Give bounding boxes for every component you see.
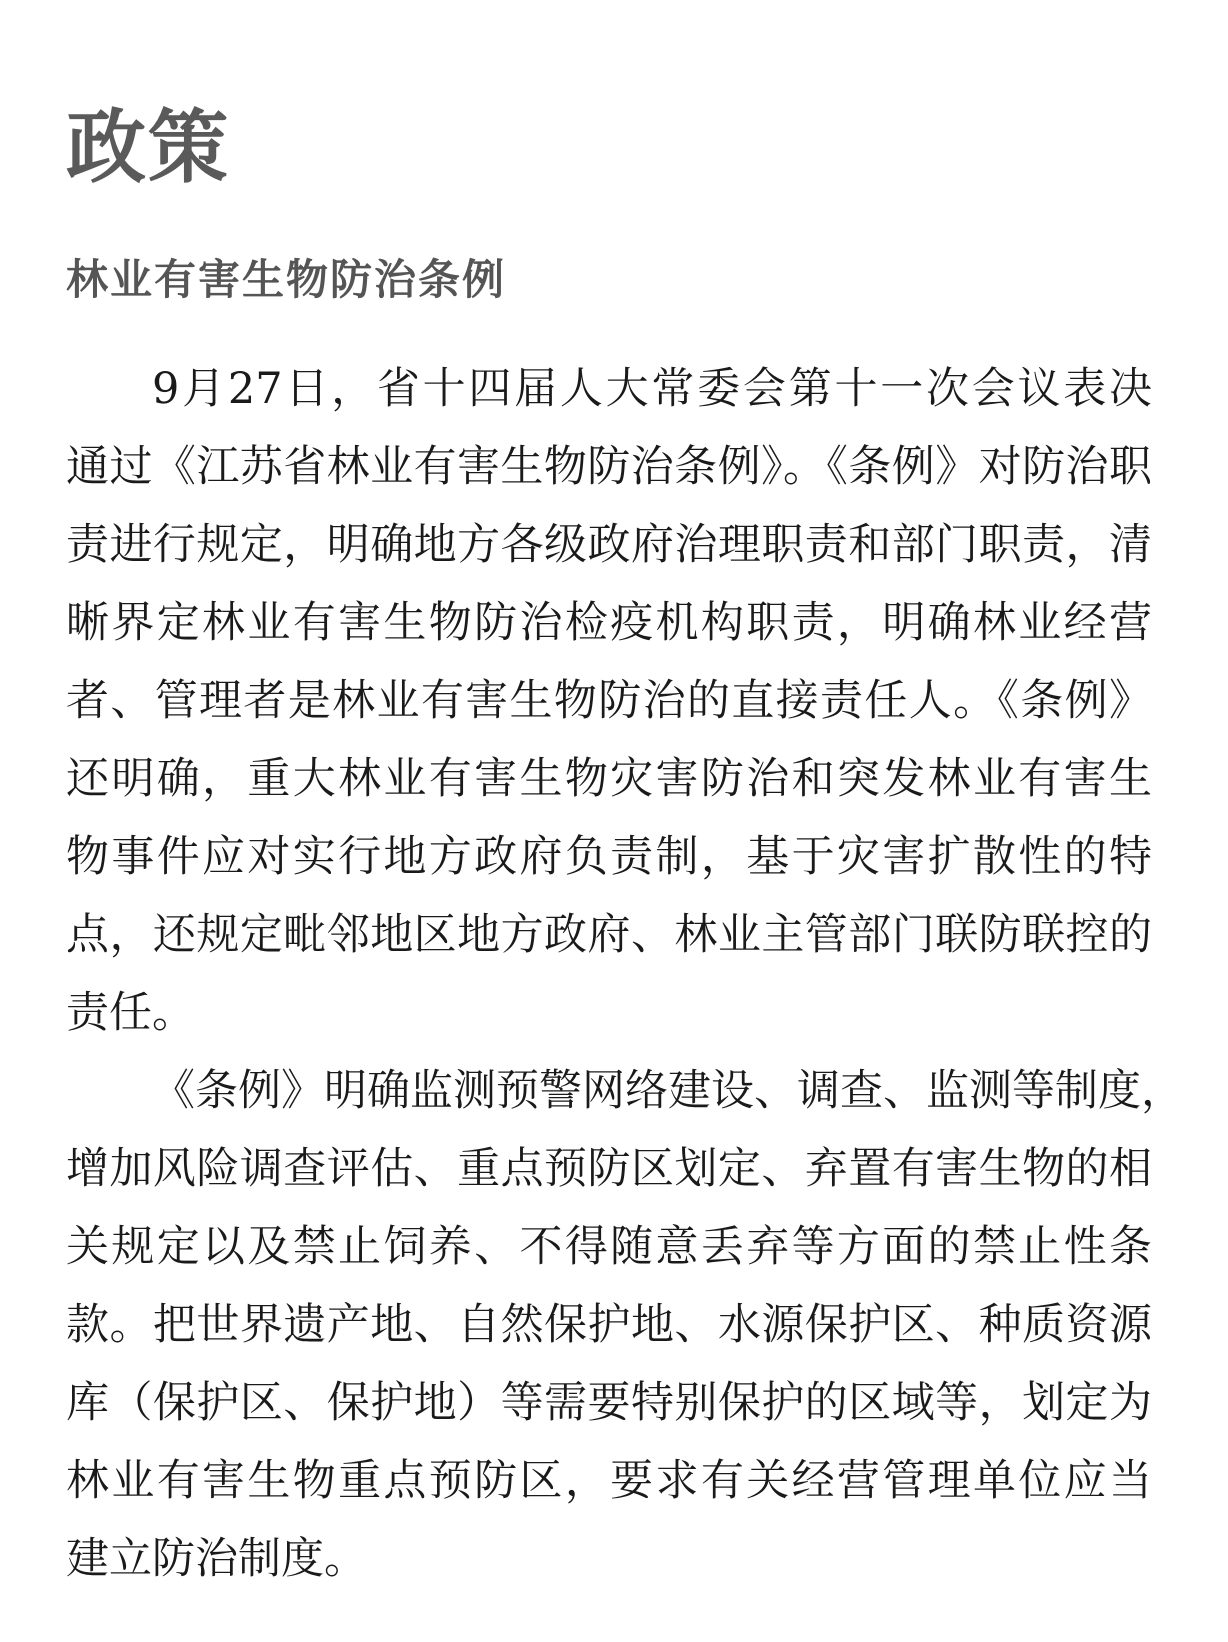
- paragraph-1-line-1: 9月27日，省十四届人大常委会第十一次会议表决: [152, 364, 1152, 414]
- paragraph-1-line-3: 责进行规定，明确地方各级政府治理职责和部门职责，清: [66, 520, 1152, 570]
- paragraph-2-line-3: 关规定以及禁止饲养、不得随意丢弃等方面的禁止性条: [66, 1222, 1152, 1272]
- paragraph-1-line-4: 晰界定林业有害生物防治检疫机构职责，明确林业经营: [66, 598, 1152, 648]
- paragraph-2-line-7: 建立防治制度。: [66, 1534, 367, 1584]
- paragraph-2-line-2: 增加风险调查评估、重点预防区划定、弃置有害生物的相: [66, 1144, 1152, 1194]
- paragraph-1-line-7: 物事件应对实行地方政府负责制，基于灾害扩散性的特: [66, 832, 1152, 882]
- article-body: [66, 350, 1184, 1598]
- paragraph-1-line-6: 还明确，重大林业有害生物灾害防治和突发林业有害生: [66, 754, 1152, 804]
- paragraph-2-line-6: 林业有害生物重点预防区，要求有关经营管理单位应当: [66, 1456, 1152, 1506]
- paragraph-2-line-4: 款。把世界遗产地、自然保护地、水源保护区、种质资源: [66, 1300, 1152, 1350]
- paragraph-2-line-1: 《条例》明确监测预警网络建设、调查、监测等制度，: [152, 1066, 1184, 1116]
- section-heading: 政策: [66, 101, 230, 194]
- article-title: 林业有害生物防治条例: [66, 255, 507, 304]
- paragraph-2-line-5: 库（保护区、保护地）等需要特别保护的区域等，划定为: [66, 1378, 1152, 1428]
- paragraph-1-line-2: 通过《江苏省林业有害生物防治条例》。《条例》对防治职: [66, 442, 1152, 492]
- paragraph-1-line-8: 点，还规定毗邻地区地方政府、林业主管部门联防联控的: [66, 910, 1152, 960]
- paragraph-1-line-5: 者、管理者是林业有害生物防治的直接责任人。《条例》: [66, 676, 1152, 726]
- paragraph-1-line-9: 责任。: [66, 988, 195, 1038]
